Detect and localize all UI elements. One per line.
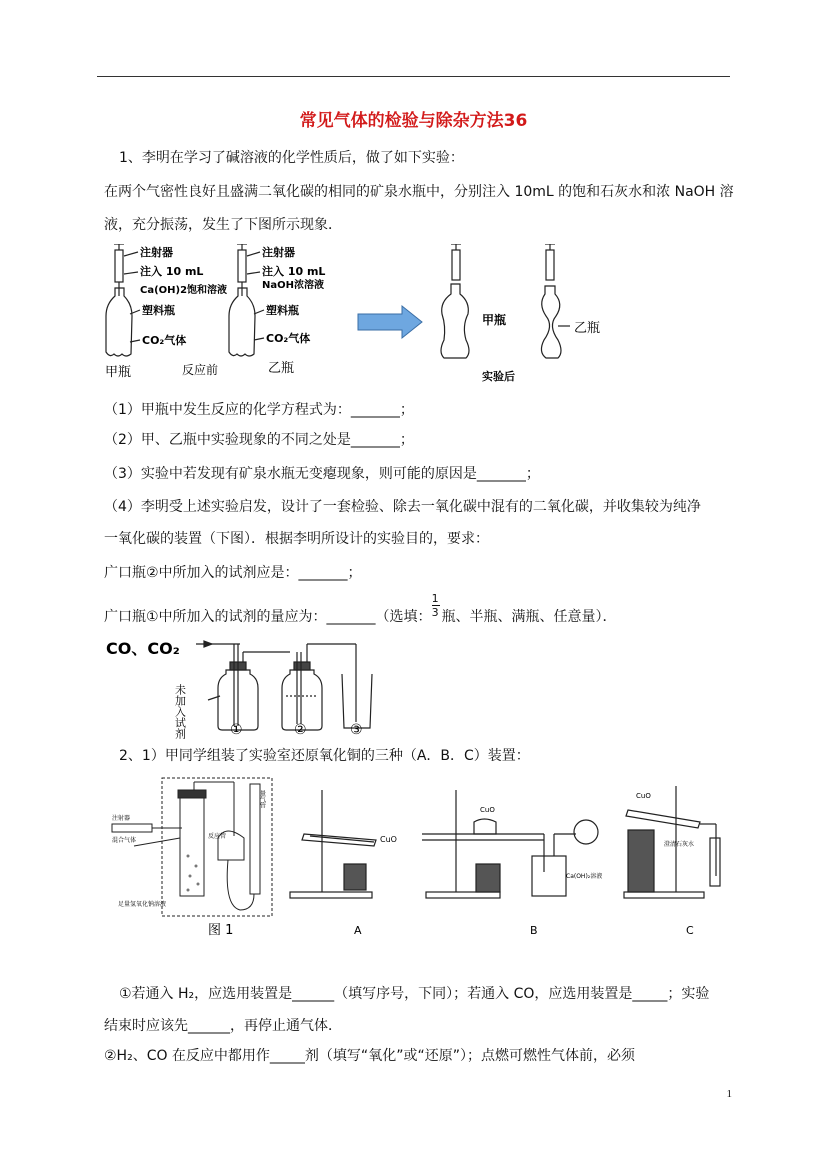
fraction-numerator: 1 (431, 592, 439, 605)
apparatus-c-label: C (686, 924, 694, 937)
bottle-experiment-figure (100, 244, 540, 386)
bottle-number-1: ① (230, 722, 243, 738)
reduction-apparatus-figure (104, 776, 734, 944)
gas-washing-figure (104, 634, 384, 740)
wash-bottle-2 (282, 670, 322, 730)
reagent-label-1: Ca(OH)2饱和溶液 (140, 285, 228, 296)
beaker-3 (342, 674, 372, 728)
bottle-yi-before (229, 288, 255, 356)
q1-desc-1: 在两个气密性良好且盛满二氧化碳的相同的矿泉水瓶中，分别注入 10mL 的饱和石灰水和浓 NaOH 溶 (104, 184, 734, 200)
reaction-tube (180, 796, 204, 896)
q1-part-4c: 广口瓶②中所加入的试剂应是：_______； (104, 565, 362, 581)
arrow-icon (204, 641, 212, 647)
q1-intro: 1、李明在学习了碱溶液的化学性质后，做了如下实验： (119, 150, 464, 166)
q1-desc-2: 液，充分振荡，发生了下图所示现象． (104, 217, 342, 233)
arrow-icon (358, 306, 422, 338)
co2-label-1: CO₂气体 (142, 334, 187, 347)
syringe-label-1: 注射器 (140, 246, 173, 259)
stand-base-c (624, 892, 704, 898)
measure-tube-label: 量气管 (258, 790, 266, 808)
reagent-label-2: NaOH浓溶液 (262, 280, 324, 291)
inject-label-2: 注入 10 mL (262, 265, 326, 278)
apparatus-a-label: A (354, 924, 362, 937)
q1-part-3: （3）实验中若发现有矿泉水瓶无变瘪现象，则可能的原因是_______； (104, 466, 540, 482)
q2-part-2: ②H₂、CO 在反应中都用作_____剂（填写“氧化”或“还原”）；点燃可燃性气体前，必须 (104, 1048, 635, 1064)
co2-label-2: CO₂气体 (266, 332, 311, 345)
before-label: 反应前 (182, 363, 219, 377)
apparatus-b-label: B (530, 924, 538, 937)
q1-part-4b: 一氧化碳的装置（下图）．根据李明所设计的实验目的，要求： (104, 531, 489, 547)
alcohol-lamp-b (476, 864, 500, 892)
q1-part-1: （1）甲瓶中发生反应的化学方程式为：_______； (104, 402, 414, 418)
bottle-number-2: ② (294, 722, 307, 738)
syringe-label: 注射器 (112, 815, 131, 822)
cuo-label-a: CuO (380, 835, 397, 844)
alcohol-lamp-a (344, 864, 366, 890)
stand-base-b (426, 892, 500, 898)
jia-after-label: 甲瓶 (482, 313, 507, 327)
caoh-bottle-b (532, 856, 566, 896)
plastic-bottle-2: 塑料瓶 (266, 304, 299, 317)
mixed-gas-label: 混合气体 (112, 837, 137, 844)
limewater-label-c: 澄清石灰水 (664, 841, 695, 848)
gas-balloon-b (574, 820, 598, 844)
bottle-yi-after (541, 286, 561, 358)
q1-part-4d-post: 瓶、半瓶、满瓶、任意量）． (441, 609, 617, 625)
stand-base-a (290, 892, 372, 898)
bottle-number-3: ③ (350, 722, 363, 738)
plastic-bottle-1: 塑料瓶 (142, 304, 175, 317)
q2-intro: 2、1）甲同学组装了实验室还原氧化铜的三种（A．B．C）装置： (119, 748, 530, 764)
fraction-denominator: 3 (431, 606, 439, 619)
alcohol-lamp-c (628, 830, 654, 892)
bottle-yi-after-figure (530, 244, 640, 364)
gas-label: CO、CO₂ (106, 639, 180, 658)
no-reagent-label: 未加入试剂 (173, 684, 187, 739)
reaction-tube-label: 反应管 (208, 833, 227, 840)
bottle-yi-label: 乙瓶 (268, 361, 295, 376)
yi-after-label: 乙瓶 (574, 321, 601, 336)
syringe-label-2: 注射器 (262, 246, 295, 259)
limewater-tube-c (710, 838, 720, 886)
q2-part-1b: 结束时应该先______，再停止通气体． (104, 1018, 342, 1034)
q1-part-4d-pre: 广口瓶①中所加入的试剂的量应为：_______（选填： (104, 609, 432, 625)
q2-part-1a: ①若通入 H₂，应选用装置是______（填写序号，下同）；若通入 CO，应选用装置是_____；实验 (119, 986, 710, 1002)
syringe-icon (112, 824, 152, 832)
cuo-label-c: CuO (636, 792, 651, 800)
q1-part-4d (104, 592, 617, 627)
bottle-jia-after (441, 284, 469, 358)
syringe-icon (115, 250, 123, 282)
caoh-label-b: Ca(OH)₂溶液 (566, 873, 603, 880)
page-number: 1 (726, 1088, 732, 1100)
bottle-jia-label: 甲瓶 (105, 365, 132, 380)
q1-part-4a: （4）李明受上述实验启发，设计了一套检验、除去一氧化碳中混有的二氧化碳，并收集较为纯净 (104, 499, 701, 515)
cuo-label-b: CuO (480, 806, 495, 814)
figure-1-label: 图 1 (208, 923, 234, 938)
bottle-jia-before (106, 288, 132, 356)
naoh-label: 足量氢氧化钠溶液 (118, 901, 167, 908)
after-label: 实验后 (482, 370, 515, 383)
fraction (431, 592, 442, 627)
q1-part-2: （2）甲、乙瓶中实验现象的不同之处是_______； (104, 432, 414, 448)
header-rule (97, 76, 730, 77)
inject-label-1: 注入 10 mL (140, 265, 204, 278)
page-title: 常见气体的检验与除杂方法36 (299, 111, 528, 131)
